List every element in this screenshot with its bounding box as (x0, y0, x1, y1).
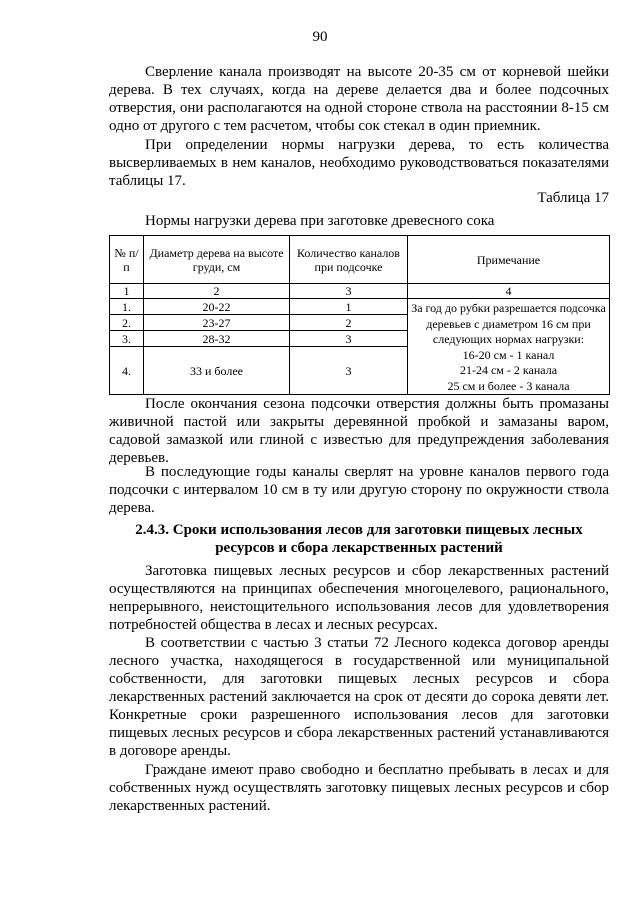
column-number: 3 (290, 284, 408, 299)
row-diameter: 23-27 (144, 315, 290, 331)
header-number: № п/п (110, 236, 144, 284)
section-heading-line: ресурсов и сбора лекарственных растений (215, 540, 503, 556)
row-number: 3. (110, 331, 144, 347)
table-header-row (110, 236, 610, 284)
table-label: Таблица 17 (537, 190, 609, 206)
note-line: 21-24 см - 2 канала (459, 363, 558, 377)
row-channels: 3 (290, 331, 408, 347)
table-caption: Нормы нагрузки дерева при заготовке древесного сока (145, 213, 495, 229)
row-channels: 2 (290, 315, 408, 331)
paragraph-following-years: В последующие годы каналы сверлят на уровне каналов первого года подсочки с интервалом 10 см в ту или другую сторону по окружности ствола дерева. (109, 464, 609, 516)
paragraph-after-season: После окончания сезона подсочки отверстия должны быть промазаны живичной пастой или закрыты деревянной пробкой и замазаны варом, садовой замазкой или глиной с известью для предупреждения заболевания деревьев. (109, 396, 609, 466)
section-heading-line: 2.4.3. Сроки использования лесов для заготовки пищевых лесных (135, 522, 583, 538)
paragraph-harvesting-principles: Заготовка пищевых лесных ресурсов и сбор лекарственных растений осуществляются на принципах обеспечения многоцелевого, рационального, непрерывного, неистощительного использования лесов для удовлетворения потребностей общества в лесах и лесных ресурсах. (109, 563, 609, 633)
row-number: 4. (110, 347, 144, 395)
column-number: 4 (408, 284, 610, 299)
note-line: За год до рубки разрешается подсочка (411, 301, 606, 315)
note-line: следующих нормах нагрузки: (432, 332, 585, 346)
load-norm-table (109, 235, 610, 395)
row-number: 2. (110, 315, 144, 331)
row-channels: 1 (290, 299, 408, 315)
row-diameter: 20-22 (144, 299, 290, 315)
note-line: 25 см и более - 3 канала (447, 378, 570, 393)
header-note: Примечание (408, 236, 610, 284)
table-note (408, 299, 610, 395)
paragraph-lease-term: В соответствии с частью 3 статьи 72 Лесного кодекса договор аренды лесного участка, находящегося в государственной или муниципальной собственности, для заготовки пищевых лесных ресурсов и сбора лекарственных растений заключается на срок от десяти до сорока девяти лет. Конкретные сроки разрешенного использования лесов для заготовки пищевых лесных ресурсов и сбора лекарственных растений устанавливаются в договоре аренды. (109, 635, 609, 759)
row-number: 1. (110, 299, 144, 315)
header-channels: Количество каналов при подсочке (290, 236, 408, 284)
table-row (110, 299, 610, 315)
header-diameter: Диаметр дерева на высоте груди, см (144, 236, 290, 284)
paragraph-drilling: Сверление канала производят на высоте 20-35 см от корневой шейки дерева. В тех случаях, когда на дереве делается два и более подсочных отверстия, они располагаются на одной стороне ствола на расстоянии 8-15 см одно от другого с тем расчетом, чтобы сок стекал в один приемник. (109, 64, 609, 134)
column-number: 2 (144, 284, 290, 299)
paragraph-load-norm: При определении нормы нагрузки дерева, то есть количества высверливаемых в нем каналов, необходимо руководствоваться показателями таблицы 17. (109, 137, 609, 189)
row-diameter: 28-32 (144, 331, 290, 347)
note-line: деревьев с диаметром 16 см при (426, 316, 591, 331)
row-channels: 3 (290, 347, 408, 395)
row-diameter: 33 и более (144, 347, 290, 395)
column-number: 1 (110, 284, 144, 299)
note-line: 16-20 см - 1 канал (462, 347, 555, 362)
paragraph-citizens-rights: Граждане имеют право свободно и бесплатно пребывать в лесах и для собственных нужд осуществлять заготовку пищевых лесных ресурсов и сбор лекарственных растений. (109, 762, 609, 814)
section-heading (109, 521, 609, 557)
page-number: 90 (312, 29, 328, 45)
table-column-numbers-row (110, 284, 610, 299)
